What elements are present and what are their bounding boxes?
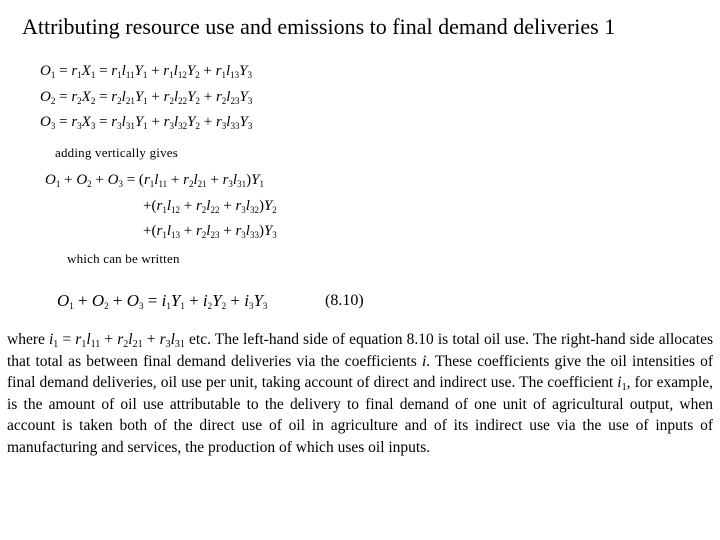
equation-o3: $O_3 = r_3X_3 = r_3l_{31}Y_1 + r_3l_{32}Y_2 + r_3l_{33}Y_3$ bbox=[40, 114, 253, 131]
slide-title: Attributing resource use and emissions to final demand deliveries 1 bbox=[22, 14, 616, 39]
equation-sum-line-1: $O_1 + O_2 + O_3 = (r_1l_{11} + r_2l_{21} + r_3l_{31})Y_1$ bbox=[45, 172, 264, 189]
note-which-can-be-written: which can be written bbox=[67, 251, 180, 266]
body-paragraph: where $i_1 = r_1l_{11} + r_2l_{21} + r_3l_{31}$ etc. The left-hand side of equation 8.10 is total oil use. The right-hand side allocates that total as between final demand deliveries via the coefficients i. These coefficients give the oil intensities of final demand deliveries, oil use per unit, taking account of direct and indirect use. The coefficient $i_1$, for example, is the amount of oil use attributable to the delivery to final demand of one unit of agricultural output, when account is taken both of the direct use of oil in agriculture and of its indirect use via the use of inputs of manufacturing and services, the production of which uses oil inputs. bbox=[7, 331, 714, 456]
equation-o1: $O_1 = r_1X_1 = r_1l_{11}Y_1 + r_1l_{12}Y_2 + r_1l_{13}Y_3$ bbox=[40, 63, 252, 80]
equation-o2: $O_2 = r_2X_2 = r_2l_{21}Y_1 + r_2l_{22}Y_2 + r_2l_{23}Y_3$ bbox=[40, 89, 253, 106]
equation-sum-line-2: $+(r_1l_{12} + r_2l_{22} + r_3l_{32})Y_2$ bbox=[143, 198, 277, 215]
note-adding-vertically: adding vertically gives bbox=[55, 145, 179, 160]
equation-8-10: $O_1 + O_2 + O_3 = i_1Y_1 + i_2Y_2 + i_3Y_3$ bbox=[57, 291, 268, 311]
equation-number: (8.10) bbox=[325, 292, 364, 309]
equation-sum-line-3: $+(r_1l_{13} + r_2l_{23} + r_3l_{33})Y_3$ bbox=[143, 223, 277, 240]
